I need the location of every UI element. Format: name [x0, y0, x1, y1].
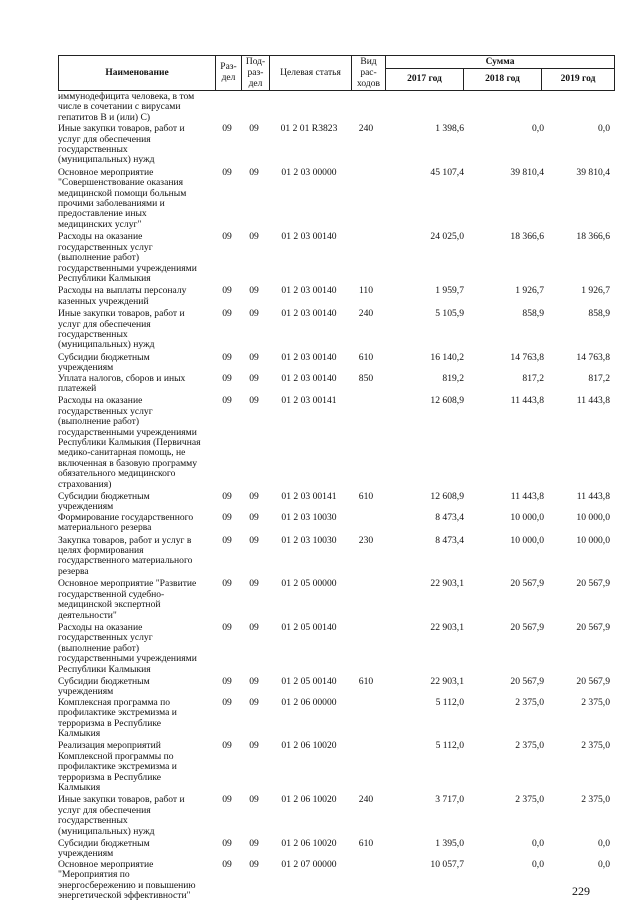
row-name: Расходы на оказание государственных услуг (выполнение работ) государственными учреждениями Республики Калмыкия (Первичная медико-санитарная помощь, не включенная в базовую программу обязательного медицинского страхования) — [58, 395, 201, 490]
row-2018: 0,0 — [532, 838, 544, 850]
row-2019: 20 567,9 — [576, 675, 610, 687]
row-cs: 01 2 03 00140 — [281, 285, 337, 297]
row-2018: 858,9 — [522, 308, 544, 320]
row-2017: 5 112,0 — [435, 696, 464, 708]
table-row — [58, 579, 614, 621]
row-podrazdel: 09 — [249, 740, 259, 752]
page-number: 229 — [572, 884, 590, 898]
row-vr: 240 — [358, 123, 374, 135]
row-2019: 817,2 — [588, 372, 610, 384]
row-cs: 01 2 03 00140 — [281, 231, 337, 243]
row-name: Расходы на оказание государственных услуг (выполнение работ) государственными учреждениями Республики Калмыкия — [58, 231, 197, 284]
row-name: Основное мероприятие "Развитие государственной судебно-медицинской экспертной деятельности" — [58, 578, 197, 621]
header-sum: Сумма — [386, 56, 615, 69]
table-row — [58, 839, 614, 860]
row-podrazdel: 09 — [249, 578, 259, 590]
row-2017: 1 395,0 — [435, 838, 464, 850]
row-podrazdel: 09 — [249, 395, 259, 407]
row-podrazdel: 09 — [249, 621, 259, 633]
header-razdel: Раз-дел — [216, 56, 242, 91]
row-razdel: 09 — [222, 231, 232, 243]
table-row — [58, 286, 614, 307]
row-2017: 8 473,4 — [435, 511, 464, 523]
table-row — [58, 309, 614, 351]
row-cs: 01 2 05 00140 — [281, 621, 337, 633]
row-2017: 22 903,1 — [430, 621, 464, 633]
row-2018: 10 000,0 — [510, 534, 544, 546]
row-2017: 8 473,4 — [435, 534, 464, 546]
row-podrazdel: 09 — [249, 696, 259, 708]
table-row — [58, 860, 614, 902]
row-cs: 01 2 06 10020 — [281, 794, 337, 806]
row-podrazdel: 09 — [249, 123, 259, 135]
row-name: иммунодефицита человека, в том числе в сочетании с вирусами гепатитов В и (или) С) — [58, 91, 195, 123]
row-cs: 01 2 03 00141 — [281, 395, 337, 407]
row-2018: 2 375,0 — [515, 740, 544, 752]
row-2019: 11 443,8 — [576, 395, 610, 407]
row-2019: 14 763,8 — [576, 351, 610, 363]
row-podrazdel: 09 — [249, 675, 259, 687]
table-row — [58, 353, 614, 374]
row-podrazdel: 09 — [249, 166, 259, 178]
row-2018: 14 763,8 — [510, 351, 544, 363]
row-cs: 01 2 03 10030 — [281, 511, 337, 523]
row-cs: 01 2 06 10020 — [281, 740, 337, 752]
row-2019: 1 926,7 — [581, 285, 610, 297]
row-2019: 0,0 — [598, 858, 610, 870]
row-podrazdel: 09 — [249, 372, 259, 384]
row-razdel: 09 — [222, 491, 232, 503]
header-name: Наименование — [59, 56, 216, 91]
row-vr: 610 — [358, 351, 374, 363]
header-year-2018: 2018 год — [464, 69, 542, 91]
row-2018: 18 366,6 — [510, 231, 544, 243]
row-razdel: 09 — [222, 696, 232, 708]
row-2017: 1 959,7 — [435, 285, 464, 297]
row-razdel: 09 — [222, 740, 232, 752]
table-row — [58, 677, 614, 698]
row-2017: 12 608,9 — [430, 395, 464, 407]
table-row — [58, 168, 614, 230]
table-row — [58, 795, 614, 837]
row-2019: 2 375,0 — [581, 740, 610, 752]
row-cs: 01 2 03 00141 — [281, 491, 337, 503]
row-cs: 01 2 03 00140 — [281, 351, 337, 363]
row-vr: 240 — [358, 794, 374, 806]
header-year-2019: 2019 год — [542, 69, 615, 91]
table-row — [58, 374, 614, 395]
row-2017: 45 107,4 — [430, 166, 464, 178]
row-name: Основное мероприятие "Мероприятия по энергосбережению и повышению энергетической эффективности" — [58, 858, 196, 902]
row-razdel: 09 — [222, 621, 232, 633]
row-podrazdel: 09 — [249, 285, 259, 297]
row-name: Субсидии бюджетным учреждениям — [58, 351, 150, 374]
row-2018: 10 000,0 — [510, 511, 544, 523]
row-razdel: 09 — [222, 534, 232, 546]
row-2019: 858,9 — [588, 308, 610, 320]
row-cs: 01 2 07 00000 — [281, 858, 337, 870]
row-2019: 10 000,0 — [576, 511, 610, 523]
row-2019: 0,0 — [598, 123, 610, 135]
row-2019: 18 366,6 — [576, 231, 610, 243]
row-2018: 11 443,8 — [510, 491, 544, 503]
row-podrazdel: 09 — [249, 794, 259, 806]
row-2019: 2 375,0 — [581, 794, 610, 806]
row-razdel: 09 — [222, 351, 232, 363]
row-razdel: 09 — [222, 858, 232, 870]
row-vr: 850 — [358, 372, 374, 384]
row-cs: 01 2 03 00140 — [281, 308, 337, 320]
row-name: Субсидии бюджетным учреждениям — [58, 838, 150, 860]
table-header — [58, 55, 615, 91]
row-razdel: 09 — [222, 395, 232, 407]
row-2017: 3 717,0 — [435, 794, 464, 806]
row-razdel: 09 — [222, 166, 232, 178]
row-2019: 0,0 — [598, 838, 610, 850]
row-2017: 819,2 — [442, 372, 464, 384]
row-vr: 110 — [358, 285, 374, 297]
row-name: Уплата налогов, сборов и иных платежей — [58, 372, 186, 394]
row-razdel: 09 — [222, 123, 232, 135]
row-podrazdel: 09 — [249, 491, 259, 503]
row-razdel: 09 — [222, 838, 232, 850]
header-year-2017: 2017 год — [386, 69, 464, 91]
row-2018: 2 375,0 — [515, 696, 544, 708]
row-2017: 16 140,2 — [430, 351, 464, 363]
row-razdel: 09 — [222, 372, 232, 384]
row-podrazdel: 09 — [249, 838, 259, 850]
row-2017: 24 025,0 — [430, 231, 464, 243]
table-row — [58, 492, 614, 513]
row-2018: 11 443,8 — [510, 395, 544, 407]
table-row — [58, 741, 614, 793]
row-2017: 10 057,7 — [430, 858, 464, 870]
row-name: Субсидии бюджетным учреждениям — [58, 491, 150, 513]
row-razdel: 09 — [222, 285, 232, 297]
row-2017: 1 398,6 — [435, 123, 464, 135]
row-2017: 22 903,1 — [430, 578, 464, 590]
row-name: Расходы на выплаты персоналу казенных учреждений — [58, 285, 187, 307]
row-2018: 2 375,0 — [515, 794, 544, 806]
table-body — [58, 92, 614, 901]
row-cs: 01 2 05 00000 — [281, 578, 337, 590]
row-cs: 01 2 03 00140 — [281, 372, 337, 384]
row-2019: 39 810,4 — [576, 166, 610, 178]
row-razdel: 09 — [222, 675, 232, 687]
row-podrazdel: 09 — [249, 534, 259, 546]
table-row — [58, 513, 614, 534]
row-vr: 240 — [358, 308, 374, 320]
row-2017: 12 608,9 — [430, 491, 464, 503]
row-2018: 20 567,9 — [510, 621, 544, 633]
table-row — [58, 698, 614, 740]
row-razdel: 09 — [222, 511, 232, 523]
row-name: Основное мероприятие "Совершенствование оказания медицинской помощи больным прочими заболеваниями и предоставление иных медицинских услуг" — [58, 166, 187, 230]
row-2018: 1 926,7 — [515, 285, 544, 297]
row-razdel: 09 — [222, 308, 232, 320]
row-cs: 01 2 05 00140 — [281, 675, 337, 687]
row-cs: 01 2 06 10020 — [281, 838, 337, 850]
row-2017: 22 903,1 — [430, 675, 464, 687]
row-2018: 20 567,9 — [510, 675, 544, 687]
row-name: Расходы на оказание государственных услуг (выполнение работ) государственными учреждениями Республики Калмыкия — [58, 621, 197, 675]
row-2018: 0,0 — [532, 858, 544, 870]
row-2018: 0,0 — [532, 123, 544, 135]
row-name: Иные закупки товаров, работ и услуг для обеспечения государственных (муниципальных) нужд — [58, 794, 185, 837]
table-row — [58, 92, 614, 123]
header-cs: Целевая статья — [270, 56, 352, 91]
row-2018: 817,2 — [522, 372, 544, 384]
row-podrazdel: 09 — [249, 511, 259, 523]
header-podrazdel: Под-раз-дел — [242, 56, 270, 91]
row-name: Субсидии бюджетным учреждениям — [58, 675, 150, 698]
row-cs: 01 2 06 00000 — [281, 696, 337, 708]
row-name: Формирование государственного материального резерва — [58, 511, 194, 534]
row-2019: 20 567,9 — [576, 621, 610, 633]
row-vr: 230 — [358, 534, 374, 546]
row-2017: 5 112,0 — [435, 740, 464, 752]
row-cs: 01 2 03 00000 — [281, 166, 337, 178]
row-podrazdel: 09 — [249, 231, 259, 243]
row-2019: 11 443,8 — [576, 491, 610, 503]
row-2018: 20 567,9 — [510, 578, 544, 590]
row-2017: 5 105,9 — [435, 308, 464, 320]
row-name: Комплексная программа по профилактике экстремизма и терроризма в Республике Калмыкия — [58, 696, 177, 739]
row-name: Иные закупки товаров, работ и услуг для обеспечения государственных (муниципальных) нужд — [58, 308, 185, 351]
row-vr: 610 — [358, 675, 374, 687]
row-2019: 10 000,0 — [576, 534, 610, 546]
row-2019: 2 375,0 — [581, 696, 610, 708]
row-name: Иные закупки товаров, работ и услуг для обеспечения государственных (муниципальных) нужд — [58, 123, 185, 166]
table-row — [58, 396, 614, 490]
row-razdel: 09 — [222, 578, 232, 590]
row-razdel: 09 — [222, 794, 232, 806]
row-2018: 39 810,4 — [510, 166, 544, 178]
header-vr: Вид рас-ходов — [352, 56, 386, 91]
row-podrazdel: 09 — [249, 308, 259, 320]
row-podrazdel: 09 — [249, 351, 259, 363]
table-row — [58, 536, 614, 578]
row-name: Закупка товаров, работ и услуг в целях формирования государственного материального резерва — [58, 534, 193, 577]
table-row — [58, 623, 614, 675]
row-vr: 610 — [358, 491, 374, 503]
row-podrazdel: 09 — [249, 858, 259, 870]
table-row — [58, 232, 614, 284]
row-name: Реализация мероприятий Комплексной программы по профилактике экстремизма и терроризма в Республике Калмыкия — [58, 740, 177, 793]
row-cs: 01 2 03 10030 — [281, 534, 337, 546]
row-vr: 610 — [358, 838, 374, 850]
table-row — [58, 124, 614, 166]
row-2019: 20 567,9 — [576, 578, 610, 590]
row-cs: 01 2 01 R3823 — [280, 123, 338, 135]
